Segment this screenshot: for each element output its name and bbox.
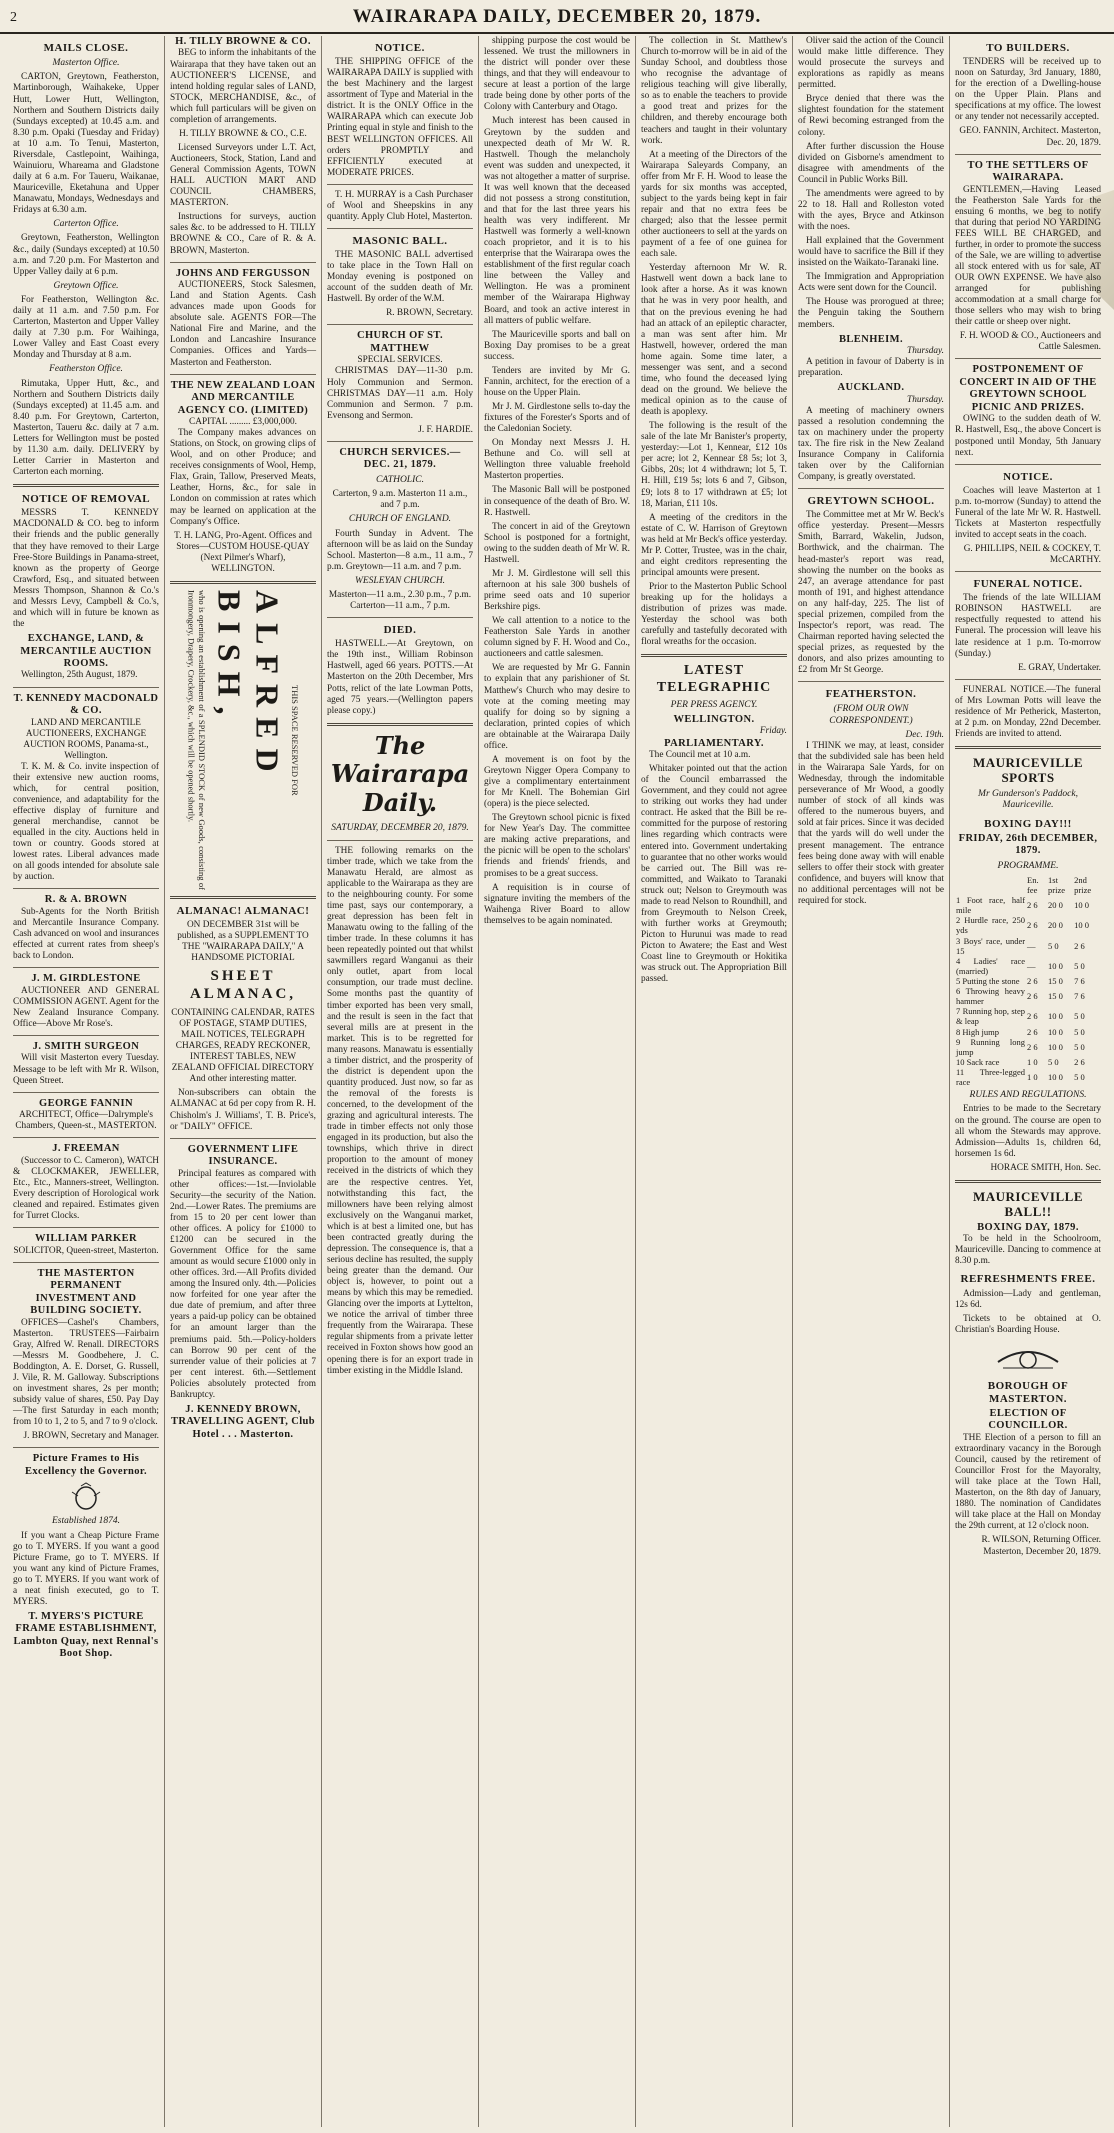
divider (955, 464, 1101, 465)
programme-body (955, 895, 1101, 1087)
divider (327, 441, 473, 442)
divider (13, 967, 159, 968)
divider (955, 746, 1101, 749)
divider (13, 1447, 159, 1448)
gov-insurance-sign: J. KENNEDY BROWN, TRAVELLING AGENT, Club Hotel . . . Masterton. (170, 1403, 316, 1440)
church-of-england-text: Fourth Sunday in Advent. The afternoon will be as laid on the Sunday School. Masterton—8 a.m., 11 a.m., 7 p.m. Greytown—11 a.m. and 7 p.m. (327, 528, 473, 572)
removal-text: MESSRS T. KENNEDY MACDONALD & CO. beg to inform their friends and the public generally that they have removed to their Large Free-Store Buildings in Panama-street, known as the property of George Crawford, Esq., and situated between Messrs Thompson, Shannon & Co.'s and Messrs Levy, Campbell & Co.'s, and which will in future be known as the (13, 508, 159, 629)
featherston-heading: FEATHERSTON. (825, 688, 917, 701)
programme-cell: 9 Running long jump (956, 1036, 1026, 1057)
programme-cell: — (1027, 940, 1036, 951)
divider (170, 581, 316, 584)
divider (955, 679, 1101, 680)
featherston-text: Rimutaka, Upper Hutt, &c., and Northern and Southern Districts daily (Sundays excepted) at 11.45 a.m. and 8.40 p.m. For Greytown, Carterton, Masterton, Taueru &c. daily at 7 a.m. Letters for Wellington must be posted by 11.30 a.m. daily. DELIVERY by Letter Carrier in Masterton and Carterton each morning. (13, 378, 159, 478)
almanac-footer: Non-subscribers can obtain the ALMANAC at 6d per copy from R. H. Chisholm's J. Williams', T. B. Price's, or "DAILY" OFFICE. (170, 1088, 316, 1132)
programme-cell: 8 High jump (956, 1026, 999, 1037)
picture-frames-heading: Picture Frames to His Excellency the Governor. (24, 1453, 148, 1477)
programme-cell: 2 6 (1027, 900, 1038, 911)
concert-text: OWING to the sudden death of W. R. Hastwell, Esq., the above Concert is postponed until Monday, 5th January next. (955, 414, 1101, 458)
auckland-text: A meeting of machinery owners passed a resolution condemning the tax on machinery under the property tax. The fire risk in the New Zealand Insurance Company in California taken over by the Californian Company, is greatly overstated. (798, 405, 944, 483)
programme-cell: 2 Hurdle race, 250 yds (956, 915, 1026, 936)
died-text: HASTWELL.—At Greytown, on the 19th inst., William Robinson Hastwell, aged 66 years. POTTS.—At Masterton on the 20th December, Mrs Potts, relict of the late Lowman Potts, aged 75 years.—(Wellington papers please copy.) (327, 639, 473, 716)
parker-heading: WILLIAM PARKER (35, 1233, 137, 1245)
royal-crest-icon (13, 1482, 159, 1512)
programme-cell: 7 6 (1074, 975, 1085, 986)
programme-cell: 3 Boys' race, under 15 (956, 935, 1026, 956)
programme-cell: 7 6 (1074, 991, 1085, 1002)
programme-cell: 2 6 (1027, 1026, 1038, 1037)
divider (13, 1137, 159, 1138)
article-text: Oliver said the action of the Council would make little difference. They would prosecute the surveys and explorations as rapidly as means permitted. (798, 36, 944, 91)
vertical-ad-text: who is opening an establishment of a SPLENDID STOCK of new Goods, consisting of Ironmongery, Drapery, Crockery, &c., which will be opened shortly. (186, 589, 208, 890)
greytown-school-heading: GREYTOWN SCHOOL. (807, 495, 935, 508)
programme-cell: 1 0 (1027, 1072, 1038, 1083)
programme-row (955, 1027, 1101, 1037)
flag-text: The Wairarapa Daily. (330, 730, 470, 817)
vertical-advertisement (170, 590, 316, 890)
article-text: Tenders are invited by Mr G. Fannin, architect, for the erection of a house on the Upper Plain. (484, 365, 630, 398)
almanac-items: CONTAINING CALENDAR, RATES OF POSTAGE, STAMP DUTIES, MAIL NOTICES, TELEGRAPH CHARGES, READY RECKONER, INTEREST TABLES, NEW ZEALAND OFFICIAL DIRECTORY And other interesting matter. (171, 1007, 315, 1085)
to-builders-heading: TO BUILDERS. (986, 42, 1070, 54)
rules-text: Entries to be made to the Secretary on the ground. The course are open to all whom the Stewards may approve. Admission—Adults 1s, children 6d, horsemen 1s 6d. (955, 1104, 1101, 1159)
tilly-browne-text-3: Instructions for surveys, auction sales &c. to be addressed to H. TILLY BROWNE & CO., Care of R. & A. BROWN, Masterton. (170, 212, 316, 256)
gov-insurance-heading: GOVERNMENT LIFE INSURANCE. (187, 1143, 299, 1168)
nz-loan-capital: CAPITAL ......... £3,000,000. (189, 417, 297, 428)
programme-cell: 11 Three-legged race (956, 1066, 1026, 1088)
divider (13, 1262, 159, 1263)
article-text: Mr J. M. Girdlestone sells to-day the fixtures of the Forester's Sports and of the Caledonian Society. (484, 402, 630, 435)
sheet-almanac-heading: SHEET ALMANAC, (189, 968, 297, 1003)
blenheim-text: A petition in favour of Daberty is in preparation. (798, 357, 944, 379)
johns-fergusson-text: AUCTIONEERS, Stock Salesmen, Land and Station Agents. Cash advances made upon Goods for absolute sale. AGENTS FOR—The National Fire and Marine, and the London and Lancashire Insurance Companies. Offices and Yards—Masterton and Featherston. (170, 280, 316, 368)
sports-heading: MAURICEVILLE SPORTS (972, 755, 1083, 786)
notice-text: THE SHIPPING OFFICE of the WAIRARAPA DAILY is supplied with the best Machinery and the largest assortment of Type and Material in the district. It is the ONLY Office in the WAIRARAPA which can execute Job Printing equal in style and finish to the BEST WELLINGTON OFFICES. All orders PROMPTLY and EFFICIENTLY executed at MODERATE PRICES. (327, 57, 473, 178)
columns (8, 36, 1106, 2127)
featherston-office-heading: Featherston Office. (49, 364, 123, 375)
divider (13, 687, 159, 688)
st-matthew-text: CHRISTMAS DAY—11-30 p.m. Holy Communion and Sermon. CHRISTMAS DAY—11 a.m. Holy Communion and Sermon. 7 p.m. Evensong and Sermon. (327, 366, 473, 421)
programme-cell: 2 6 (1027, 1041, 1038, 1052)
catholic-heading: CATHOLIC. (376, 474, 424, 485)
concert-heading: POSTPONEMENT OF CONCERT IN AID OF THE GREYTOWN SCHOOL PICNIC AND PRIZES. (959, 364, 1097, 413)
girdlestone-heading: J. M. GIRDLESTONE (31, 973, 141, 985)
exchange-heading: EXCHANGE, LAND, & MERCANTILE AUCTION ROOMS. (20, 633, 152, 669)
almanac-text: ON DECEMBER 31st will be published, as a SUPPLEMENT TO THE "WAIRARAPA DAILY," A HANDSOME PICTORIAL (177, 920, 309, 964)
programme-header-cell: En. fee (1027, 874, 1039, 895)
article-text: A meeting of the creditors in the estate of C. W. Harrison of Greytown was held at Mr Beck's office yesterday. Mr P. Cotter, Trustee, was in the chair, and eight creditors representing the principal amounts were present. (641, 512, 787, 578)
programme-cell: 5 Putting the stone (956, 975, 1020, 986)
settlers-heading: TO THE SETTLERS OF WAIRARAPA. (967, 159, 1089, 184)
fannin-heading: GEORGE FANNIN (39, 1097, 133, 1109)
article-text: After further discussion the House divided on Gisborne's amendment to disagree with amendments of the Council in Public Works Bill. (798, 141, 944, 185)
article-text: shipping purpose the cost would be lessened. We trust the millowners in the district will ponder over these things, and that they will endeavour to secure at least a portion of the large trade being done by other ports of the Colony with Canterbury and Otago. (484, 36, 630, 113)
leader-article: THE following remarks on the timber trade, which we take from the Manawatu Herald, are almost as applicable to the Wairarapa as they are to the neighbouring county. For some time past, says our contemporary, a great depression has been felt in Manawatu owing to the falling of the timber trade. In these columns it has been repeatedly pointed out that whilst sawmillers regard Wanganui as their only outlet, apart from local consumption, our trade must decline. Some months past the quantity of timber exported has been very small, and the result is seen in the fact that several mills are at present in the market. This is to be regretted for many reasons. Manawatu is essentially a timber district, and the prosperity of the district is dependent upon the quantity produced. Just now, so far as the removal of the forests is concerned, to the development of the grazing and agricultural interests. The trade in timber effects not only those engaged in its production, but also the townships, which thrive in direct proportion to the amount of money received in the districts of which they are the respective centres. Yet, notwithstanding this fact, the millowners have been relying almost exclusively on the Wanganui market, which is at best a limited one, but has been contracted greatly during the depression. The consequence is, that a serious decline has resulted, the supply being greater than the demand. Our object is, however, to point out a means by which this may be remedied. Glancing over the imports at Lyttelton, we notice the arrival of timber three frequently from the Wairarapa. These regular shipments from a private letter received in Foxton shows how good an opening there is for an export trade in timber existing in the Middle Island. (327, 845, 473, 1376)
picture-frames-established: Established 1874. (51, 1516, 121, 1527)
divider (170, 262, 316, 263)
telegraphic-heading: LATEST TELEGRAPHIC (656, 663, 772, 696)
programme-cell: 10 0 (1048, 1011, 1063, 1022)
article-text: The collection in St. Matthew's Church to-morrow will be in aid of the Sunday School, and doubtless those who recognise the advantage of religious teaching will give liberally, so as to enable the teachers to provide a good treat and prizes for the children, and thereby encourage both teachers and taught in their voluntary work. (641, 36, 787, 146)
page-number: 2 (10, 10, 17, 25)
divider (327, 228, 473, 229)
funeral-sign: E. GRAY, Undertaker. (1018, 662, 1101, 673)
column-3 (322, 36, 479, 2127)
programme-row (955, 956, 1101, 976)
divider (13, 1035, 159, 1036)
wellington-heading: WELLINGTON. (673, 713, 755, 725)
notice-heading: NOTICE. (375, 42, 425, 54)
article-text: We call attention to a notice to the Featherston Sale Yards in another column signed by F. H. Wood and Co., auctioneers and cattle salesmen. (484, 616, 630, 660)
article-text: A requisition is in course of signature inviting the members of the Waihenga River Board to allow themselves to be again nominated. (484, 882, 630, 926)
programme-cell: 20 0 (1048, 920, 1063, 931)
programme-table (955, 875, 1101, 1087)
programme-header-cell: 2nd prize (1074, 874, 1092, 895)
featherston-date: Dec. 19th. (905, 729, 944, 740)
article-text: We are requested by Mr G. Fannin to explain that any parishioner of St. Matthew's Church who may desire to vote at the coming meeting may qualify for doing so by signing a declaration, printed copies of which are obtainable at the Wairarapa Daily office. (484, 663, 630, 751)
carterton-text: Greytown, Featherston, Wellington &c., daily (Sundays excepted) at 10.50 a.m. and 7.20 p.m. For Masterton and Upper Valley daily at 6 p.m. (13, 233, 159, 277)
programme-cell: 15 0 (1048, 991, 1063, 1002)
programme-cell: 5 0 (1074, 1026, 1085, 1037)
picture-frames-footer: T. MYERS'S PICTURE FRAME ESTABLISHMENT, Lambton Quay, next Rennal's Boot Shop. (13, 1611, 159, 1660)
article-text: The concert in aid of the Greytown School is postponed for a fortnight, owing to the sudden death of Mr W. R. Hastwell. (484, 521, 630, 565)
funeral-heading: FUNERAL NOTICE. (973, 578, 1083, 591)
murray-notice: T. H. MURRAY is a Cash Purchaser of Wool and Sheepskins in any quantity. Apply Club Hotel, Masterton. (327, 189, 473, 222)
article-text: Mr J. M. Girdlestone will sell this afternoon at his sale 300 bushels of prime seed oats and 10 superior Berkshire pigs. (484, 568, 630, 613)
nz-loan-heading: THE NEW ZEALAND LOAN AND MERCANTILE AGENCY CO. (LIMITED) (170, 379, 316, 416)
funeral-notice-2: FUNERAL NOTICE.—The funeral of Mrs Lowman Potts will leave the residence of Mr Petherick, Masterton, at 2 p.m. on Monday, 22nd December. Friends are invited to attend. (955, 684, 1101, 739)
programme-row (955, 936, 1101, 956)
nz-loan-sign: T. H. LANG, Pro-Agent. Offices and Stores—CUSTOM HOUSE-QUAY (Next Pilmer's Wharf), WELLINGTON. (174, 530, 312, 574)
st-matthew-sign: J. F. HARDIE. (418, 424, 473, 435)
article-text: Prior to the Masterton Public School breaking up for the holidays a distribution of prizes was made. Yesterday the school was both carefully and tastefully decorated with floral wreaths for the occasion. (641, 582, 787, 648)
died-heading: DIED. (383, 624, 417, 637)
programme-cell: 2 6 (1074, 940, 1085, 951)
mails-heading: MAILS CLOSE. (43, 42, 129, 54)
divider (955, 154, 1101, 155)
divider (170, 374, 316, 375)
vertical-ad-label: THIS SPACE RESERVED FOR (290, 684, 301, 796)
divider (170, 896, 316, 899)
st-matthew-heading: CHURCH OF ST. MATTHEW (357, 330, 443, 354)
divider (170, 1138, 316, 1139)
programme-cell: 2 6 (1027, 1011, 1038, 1022)
surgeon-text: Will visit Masterton every Tuesday. Message to be left with Mr R. Wilson, Queen Street. (13, 1053, 159, 1086)
blenheim-day: Thursday. (907, 346, 944, 357)
tilly-browne-text-2: Licensed Surveyors under L.T. Act, Auctioneers, Stock, Station, Land and General Commission Agents, TOWN HALL AUCTION MART AND COUNCIL CHAMBERS, MASTERTON. (170, 142, 316, 209)
vertical-ad-name: ALFRED BISH, (211, 589, 286, 782)
divider (13, 1092, 159, 1093)
telegraphic-day: Friday. (759, 726, 787, 737)
programme-cell: 2 6 (1027, 975, 1038, 986)
correspondent-note: (FROM OUR OWN CORRESPONDENT.) (829, 704, 913, 726)
greytown-school-text: The Committee met at Mr W. Beck's office yesterday. Present—Messrs Smith, Barrard, Wakelin, Judson, Borthwick, and the chairman. The head-master's report was read, showing the number on the books as 247, an average attendance for past month of 191, and highest attendance on any half-day, 225. The list of special prizemen, compiled from the Inspector's report, was read. The Chairman reported having selected the special prizes, as requested by the donors, and also prizes amounting to £2 from Mr St George. (798, 510, 944, 676)
removal-heading: NOTICE OF REMOVAL (21, 493, 151, 506)
newspaper-flag (327, 732, 473, 818)
almanac-heading: ALMANAC! ALMANAC! (176, 904, 310, 917)
tilly-browne-sign: H. TILLY BROWNE & CO., C.E. (179, 128, 307, 139)
column-1 (8, 36, 165, 2127)
article-text: The Masonic Ball will be postponed in consequence of the death of Bro. W. R. Hastwell. (484, 485, 630, 518)
article-text: At a meeting of the Directors of the Wairarapa Saleyards Company, an offer from Mr F. H. Wood to lease the yards for six months was accepted, subject to the yards being kept in fair repair and that no extra fees be charged; also that the lessee permit other auctioneers to sell at the yards on payment of a fee of one guinea for each sale. (641, 149, 787, 260)
funeral-text: The friends of the late WILLIAM ROBINSON HASTWELL are respectfully requested to attend his Funeral. The procession will leave his late residence at 1 p.m. To-morrow (Sunday.) (955, 593, 1101, 659)
ball-tickets: Tickets to be obtained at O. Christian's Boarding House. (955, 1313, 1101, 1335)
borough-sub: ELECTION OF COUNCILLOR. (988, 1407, 1068, 1432)
gov-insurance-text: Principal features as compared with other offices:—1st.—Inviolable Security—the security of the Nation. 2nd.—Lower Rates. The premiums are from 15 to 20 per cent lower than other offices. A policy for £1000 to £1200 can be secured in the Government Office for the same amount as would secure £1000 only in other offices. 3rd.—All Profits divided among the Insured only. 4th.—Policies now forfeited for one year after the due date of premium, and after three years a paid-up policy can be obtained for an amount larger than the premiums paid. 5th.—Policy-holders can Borrow 90 per cent of the surrender value of their policies at 7 per cent interest. 6th.—Settlement Policies absolutely protected from Bankruptcy. (170, 1168, 316, 1400)
divider (13, 484, 159, 487)
programme-row (955, 986, 1101, 1006)
freeman-heading: J. FREEMAN (52, 1143, 120, 1155)
programme-row (955, 1057, 1101, 1067)
ball-heading: MAURICEVILLE BALL!! (972, 1188, 1083, 1220)
programme-cell: 5 0 (1074, 1041, 1085, 1052)
wesleyan-text: Masterton—11 a.m., 2.30 p.m., 7 p.m. Carterton—11 a.m., 7 p.m. (328, 590, 472, 612)
programme-cell: 1 Foot race, half mile (956, 895, 1026, 916)
newspaper-title: WAIRARAPA DAILY, DECEMBER 20, 1879. (352, 6, 762, 27)
carterton-office-heading: Carterton Office. (53, 219, 119, 230)
programme-cell: 20 0 (1048, 900, 1063, 911)
nz-loan-text: The Company makes advances on Stations, on Stock, on growing clips of Wool, and on other Produce; and receives consignments of Wool, Hemp, Flax, Grain, Tallow, Preserved Meats, Leather, Horns, &c., for sale in London on commission at rates which may be learned on application at the Company's Office. (170, 428, 316, 527)
ball-admission: Admission—Lady and gentleman, 12s 6d. (955, 1288, 1101, 1310)
church-of-england-heading: CHURCH OF ENGLAND. (348, 514, 452, 525)
article-text: The following is the result of the sale of the late Mr Banister's property, yesterday:—Lot 1, Kennear, £12 10s per acre; lot 2, Kennear £8 5s; lot 3, Gibbs, 20s; lot 4 withdrawn; lot 5, T. H. Hill, £19 5s; lots 6 and 7, Gibson, £9; lots 8 to 17 withdrawn at £5; lot 18, Marian, £11 10s. (641, 421, 787, 509)
masthead (0, 0, 1114, 34)
programme-header-cell: 1st prize (1048, 874, 1066, 895)
divider (13, 888, 159, 889)
column-7 (950, 36, 1106, 2127)
borough-crest-icon (955, 1340, 1101, 1374)
article-text: The Mauriceville sports and ball on Boxing Day promises to be a great success. (484, 329, 630, 362)
programme-cell: — (1027, 960, 1036, 971)
catholic-text: Carterton, 9 a.m. Masterton 11 a.m., and 7 p.m. (332, 489, 468, 511)
article-text: Yesterday afternoon Mr W. R. Hastwell went down a back lane to look after a horse. As it was known that he was in very poor health, and that on the previous evening he had had an attack of an epileptic character, a man was sent after him. Mr Hastwell, however, ordered the man home again. Some time later, a messenger was sent, and a second time, who found the deceased lying dead on the ground. We believe the medical opinion as to the cause of death is apoplexy. (641, 263, 787, 418)
divider (955, 571, 1101, 572)
programme-header-row (955, 875, 1101, 895)
settlers-sign: F. H. WOOD & CO., Auctioneers and Cattle Salesmen. (959, 331, 1101, 353)
programme-cell: 15 0 (1048, 975, 1063, 986)
auckland-heading: AUCKLAND. (837, 382, 905, 394)
mails-text: CARTON, Greytown, Featherston, Martinborough, Waihakeke, Upper Hutt, Lower Hutt, Wellington, Northern and Southern Districts daily (Sundays excepted) at 10.45 a.m. and 8.30 p.m. Opaki (Tuesday and Friday) at 10 a.m. To Tenui, Masterton, Riversdale, Castlepoint, Waihinga, Wainuioru, Whareama and Gladstone daily at 6 a.m. For Taueru, Waikanae, Mauriceville, Eketahuna and Upper Manawatu, Mondays, Wednesdays and Fridays at 6.30 a.m. (13, 72, 159, 216)
fannin-text: ARCHITECT, Office—Dalrymple's Chambers, Queen-st., MASTERTON. (15, 1110, 157, 1132)
refreshments-heading: REFRESHMENTS FREE. (960, 1273, 1096, 1286)
to-builders-text: TENDERS will be received up to noon on Saturday, 3rd January, 1880, for the erection of a Dwelling-house on the Upper Plain. Plans and specifications at my office. The lowest or any tender not necessarily accepted. (955, 57, 1101, 123)
dateline: SATURDAY, DECEMBER 20, 1879. (331, 823, 469, 834)
divider (955, 1180, 1101, 1183)
rules-sign: HORACE SMITH, Hon. Sec. (990, 1162, 1101, 1173)
programme-cell: 5 0 (1074, 960, 1085, 971)
article-text: The House was prorogued at three; the Penguin taking the Southern members. (798, 297, 944, 330)
brown-text: Sub-Agents for the North British and Mercantile Insurance Company. Cash advanced on wool and insurances effected at current rates from sheep's back to London. (13, 906, 159, 962)
brown-heading: R. & A. BROWN (44, 894, 128, 906)
programme-cell: 10 0 (1074, 920, 1090, 931)
st-matthew-sub: SPECIAL SERVICES. (357, 355, 443, 366)
parliamentary-text: Whitaker pointed out that the action of the Council embarrassed the Government, and they could not agree to striking out works they had under contract. He asked that the Bill be re-committed for the purpose of restoring lines regarding which contracts were entered into. Government undertaking to guarantee that no other works would be carried out. The Bill was re-committed, and Waikato to Taranaki struck out; Nelson to Greymouth was made to read Nelson to Roundhill, and from Greymouth to Nelson Creek, with further works at Greymouth; Picton to Hurunui was made to read Picton to Awatere; the East and West Coast line to Greymouth or Hokitika was struck out. The Appropriation Bill passed. (641, 764, 787, 985)
column-6 (793, 36, 950, 2127)
programme-cell: 2 6 (1074, 1056, 1085, 1067)
tilly-browne-text: BEG to inform the inhabitants of the Wairarapa that they have taken out an AUCTIONEER'S LICENSE, and intend holding regular sales of LAND, STOCK, MERCHANDISE, &c., of which full particulars will be given on completion of arrangements. (170, 48, 316, 125)
article-text: The Immigration and Appropriation Acts were sent down for the Council. (798, 272, 944, 294)
johns-fergusson-heading: JOHNS AND FERGUSSON (175, 267, 311, 279)
programme-cell: 10 0 (1048, 1026, 1063, 1037)
ball-date: BOXING DAY, 1879. (977, 1221, 1079, 1233)
divider (327, 617, 473, 618)
ball-text: To be held in the Schoolroom, Mauriceville. Dancing to commence at 8.30 p.m. (955, 1234, 1101, 1267)
programme-row (955, 1037, 1101, 1057)
article-text: On Monday next Messrs J. H. Bethune and Co. will sell at Wellington three valuable freehold Masterton properties. (484, 438, 630, 482)
divider (641, 654, 787, 657)
borough-sign: R. WILSON, Returning Officer. Masterton, December 20, 1879. (981, 1535, 1101, 1557)
notice-heading: NOTICE. (1003, 470, 1053, 483)
settlers-text: GENTLEMEN,—Having Leased the Featherston Sale Yards for the ensuing 6 months, we beg to notify that during that period NO YARDING FEES WILL BE CHARGED, and further, in order to promote the success of the Sale, we are willing to advertise all stock entered with us for sale, AT OUR OWN EXPENSE. We have also arranged for publishing accommodation at a small charge for those sellers who may wish to bring their cattle or sheep over night. (955, 184, 1101, 328)
divider (13, 1227, 159, 1228)
masonic-text: THE MASONIC BALL advertised to take place in the Town Hall on Monday evening is postponed on account of the sudden death of Mr. Hastwell. By order of the W.M. (327, 250, 473, 305)
programme-cell: 6 Throwing heavy hammer (956, 986, 1026, 1007)
masterton-office-heading: Masterton Office. (52, 58, 120, 69)
parker-text: SOLICITOR, Queen-street, Masterton. (13, 1245, 159, 1256)
programme-cell: 10 Sack race (956, 1056, 1000, 1067)
column-2 (165, 36, 322, 2127)
programme-cell: 5 0 (1074, 1072, 1085, 1083)
programme-cell: 10 0 (1048, 1041, 1063, 1052)
programme-row (955, 1067, 1101, 1087)
building-society-heading: THE MASTERTON PERMANENT INVESTMENT AND BUILDING SOCIETY. (30, 1267, 142, 1317)
to-builders-sign: GEO. FANNIN, Architect. Masterton, Dec. 20, 1879. (959, 126, 1101, 148)
divider (327, 840, 473, 841)
programme-cell: 10 0 (1048, 1072, 1063, 1083)
notice-text: Coaches will leave Masterton at 1 p.m. to-morrow (Sunday) to attend the Funeral of the late Mr W. R. Hastwell. Tickets at Masterton respectfully invited to accept seats in the coach. (955, 485, 1101, 540)
article-text: Much interest has been caused in Greytown by the sudden and unexpected death of Mr W. R. Hastwell. Though the melancholy event was sudden and unexpected, it was not altogether a matter of surprise. It was well known that the deceased did not possess a strong constitution, and that for the last three years his health was very indifferent. Mr Hastwell was formerly a well-known coach proprietor, and it is to his enterprise that the Wairarapa owes the establishment of the first regular coach line between the Valley and Wellington. He was a prominent member of the Wairarapa Highway Board, and took an active interest in all matters of public welfare. (484, 116, 630, 326)
boxing-day: BOXING DAY!!! (984, 817, 1072, 830)
kennedy-text: T. K. M. & Co. invite inspection of their extensive new auction rooms, which, for central position, convenience, and adaptability for the effective display of furniture and general merchandise, cannot be equalled in the city. Auctions held in town or country. Goods stored at lowest rates. Liberal advances made on all goods intended for absolute sale by auction. (13, 761, 159, 883)
surgeon-heading: J. SMITH SURGEON (32, 1040, 140, 1052)
article-text: Hall explained that the Government would have to sacrifice the Bill if they insisted on the Waikato-Taranaki line. (798, 236, 944, 269)
divider (798, 681, 944, 682)
greytown-text: For Featherston, Wellington &c. daily at 11 a.m. and 7.50 p.m. For Carterton, Masterton and Upper Valley daily at 7.30 p.m. For Waihinga, Lower Valley and East Coast every Monday and Thursday at 8 a.m. (13, 295, 159, 361)
masonic-sign: R. BROWN, Secretary. (386, 308, 473, 319)
divider (955, 358, 1101, 359)
rules-heading: RULES AND REGULATIONS. (969, 1090, 1087, 1101)
featherston-text: I THINK we may, at least, consider that the subdivided sale has been held in the Wairarapa Sale Yards, for on Wednesday, through the indomitable perseverance of Mr Wood, a goodly number of stock of all kinds was offered to the numerous buyers, and sold at fair prices. Since it was decided that the yards will do well under the present management. The entrance fees being done away with will enable sellers to offer their stock with greater confidence, and buyers will know that no additional percentages will not be required for stock. (798, 740, 944, 906)
programme-cell: 10 0 (1074, 900, 1090, 911)
article-text: A movement is on foot by the Greytown Nigger Opera Company to give a complimentary entertainment for Mr Knell. The Bohemian Girl (opera) is the piece selected. (484, 754, 630, 810)
article-text: The Greytown school picnic is fixed for New Year's Day. The committee are making active preparations, and the picnic will be open to the scholars' friends and friends' friends, and promises to be a great success. (484, 813, 630, 879)
sports-place: Mr Gunderson's Paddock, Mauriceville. (978, 788, 1078, 811)
column-4 (479, 36, 636, 2127)
church-services-heading: CHURCH SERVICES.—DEC. 21, 1879. (339, 446, 461, 471)
article-text: Bryce denied that there was the slightest foundation for the statement of Rewi becoming estranged from the colony. (798, 94, 944, 138)
programme-cell: 7 Running hop, step & leap (956, 1006, 1026, 1027)
programme-row (955, 976, 1101, 986)
sports-date: FRIDAY, 26th DECEMBER, 1879. (958, 832, 1098, 857)
programme-cell: 5 0 (1074, 1011, 1085, 1022)
press-agency: PER PRESS AGENCY. (670, 699, 758, 710)
programme-row (955, 915, 1101, 935)
borough-text: THE Election of a person to fill an extraordinary vacancy in the Borough Council, caused by the retirement of Councillor Frost for the Mayoralty, will take place at the Town Hall, Masterton, on the 8th day of January, 1880. The nomination of Candidates will take place at the Hall on Monday the 29th current, at 12 o'clock noon. (955, 1432, 1101, 1532)
wesleyan-heading: WESLEYAN CHURCH. (354, 575, 446, 586)
programme-row (955, 1006, 1101, 1026)
divider (798, 488, 944, 489)
freeman-text: (Successor to C. Cameron), WATCH & CLOCKMAKER, JEWELLER, Etc., Etc., Manners-street, Wellington. Every description of Horological work cleaned and repaired. Estimates given for Turret Clocks. (13, 1155, 159, 1222)
kennedy-heading: T. KENNEDY MACDONALD & CO. (13, 692, 159, 717)
tilly-browne-heading: H. TILLY BROWNE & CO. (175, 36, 311, 47)
programme-cell: 2 6 (1027, 920, 1038, 931)
greytown-office-heading: Greytown Office. (53, 280, 119, 291)
programme-header-cell (955, 875, 1026, 895)
building-society-text: OFFICES—Cashel's Chambers, Masterton. TRUSTEES—Fairbairn Gray, Alfred W. Renall. DIRECTORS—Messrs M. Goodbehere, J. C. Boddington, A. E. Dorset, G. Russell, J. Vile, R. M. Galloway. Subscriptions on investment shares, 2s per month; subsidy value of shares, £50. Pay Day—The first Saturday in each month; from 10 to 1, 2 to 5, and 7 to 9 o'clock. (13, 1317, 159, 1428)
girdlestone-text: AUCTIONEER AND GENERAL COMMISSION AGENT. Agent for the New Zealand Insurance Company. Office—Above Mr Rose's. (13, 985, 159, 1029)
kennedy-sub: LAND AND MERCANTILE AUCTIONEERS, EXCHANGE AUCTION ROOMS, Panama-st., Wellington. (23, 717, 149, 761)
programme-cell: 2 6 (1027, 991, 1038, 1002)
divider (327, 184, 473, 185)
parliamentary-heading: PARLIAMENTARY. (664, 737, 764, 749)
picture-frames-text: If you want a Cheap Picture Frame go to T. MYERS. If you want a good Picture Frame, go to T. MYERS. If you want any kind of Picture Frames, go to T. MYERS. If you want work of a neat finish executed, go to T. MYERS. (13, 1530, 159, 1607)
divider (327, 324, 473, 325)
parliamentary-time: The Council met at 10 a.m. (649, 750, 751, 761)
building-society-sign: J. BROWN, Secretary and Manager. (23, 1431, 159, 1442)
programme-heading: PROGRAMME. (997, 860, 1059, 871)
masonic-heading: MASONIC BALL. (352, 234, 448, 247)
programme-cell: 5 0 (1048, 1056, 1059, 1067)
programme-cell: 4 Ladies' race (married) (956, 955, 1026, 976)
blenheim-heading: BLENHEIM. (839, 333, 903, 345)
auckland-day: Thursday. (907, 394, 944, 405)
article-text: The amendments were agreed to by 22 to 18. Hall and Rolleston voted with the ayes, Bryce and Atkinson with the noes. (798, 188, 944, 232)
programme-cell: 5 0 (1048, 940, 1059, 951)
notice-sign: G. PHILLIPS, NEIL & COCKEY, T. McCARTHY. (963, 544, 1101, 566)
programme-cell: 10 0 (1048, 960, 1063, 971)
removal-date: Wellington, 25th August, 1879. (21, 670, 138, 681)
column-5 (636, 36, 793, 2127)
divider (327, 723, 473, 726)
borough-heading: BOROUGH OF MASTERTON. (987, 1379, 1069, 1405)
programme-cell: 1 0 (1027, 1056, 1038, 1067)
programme-row (955, 895, 1101, 915)
